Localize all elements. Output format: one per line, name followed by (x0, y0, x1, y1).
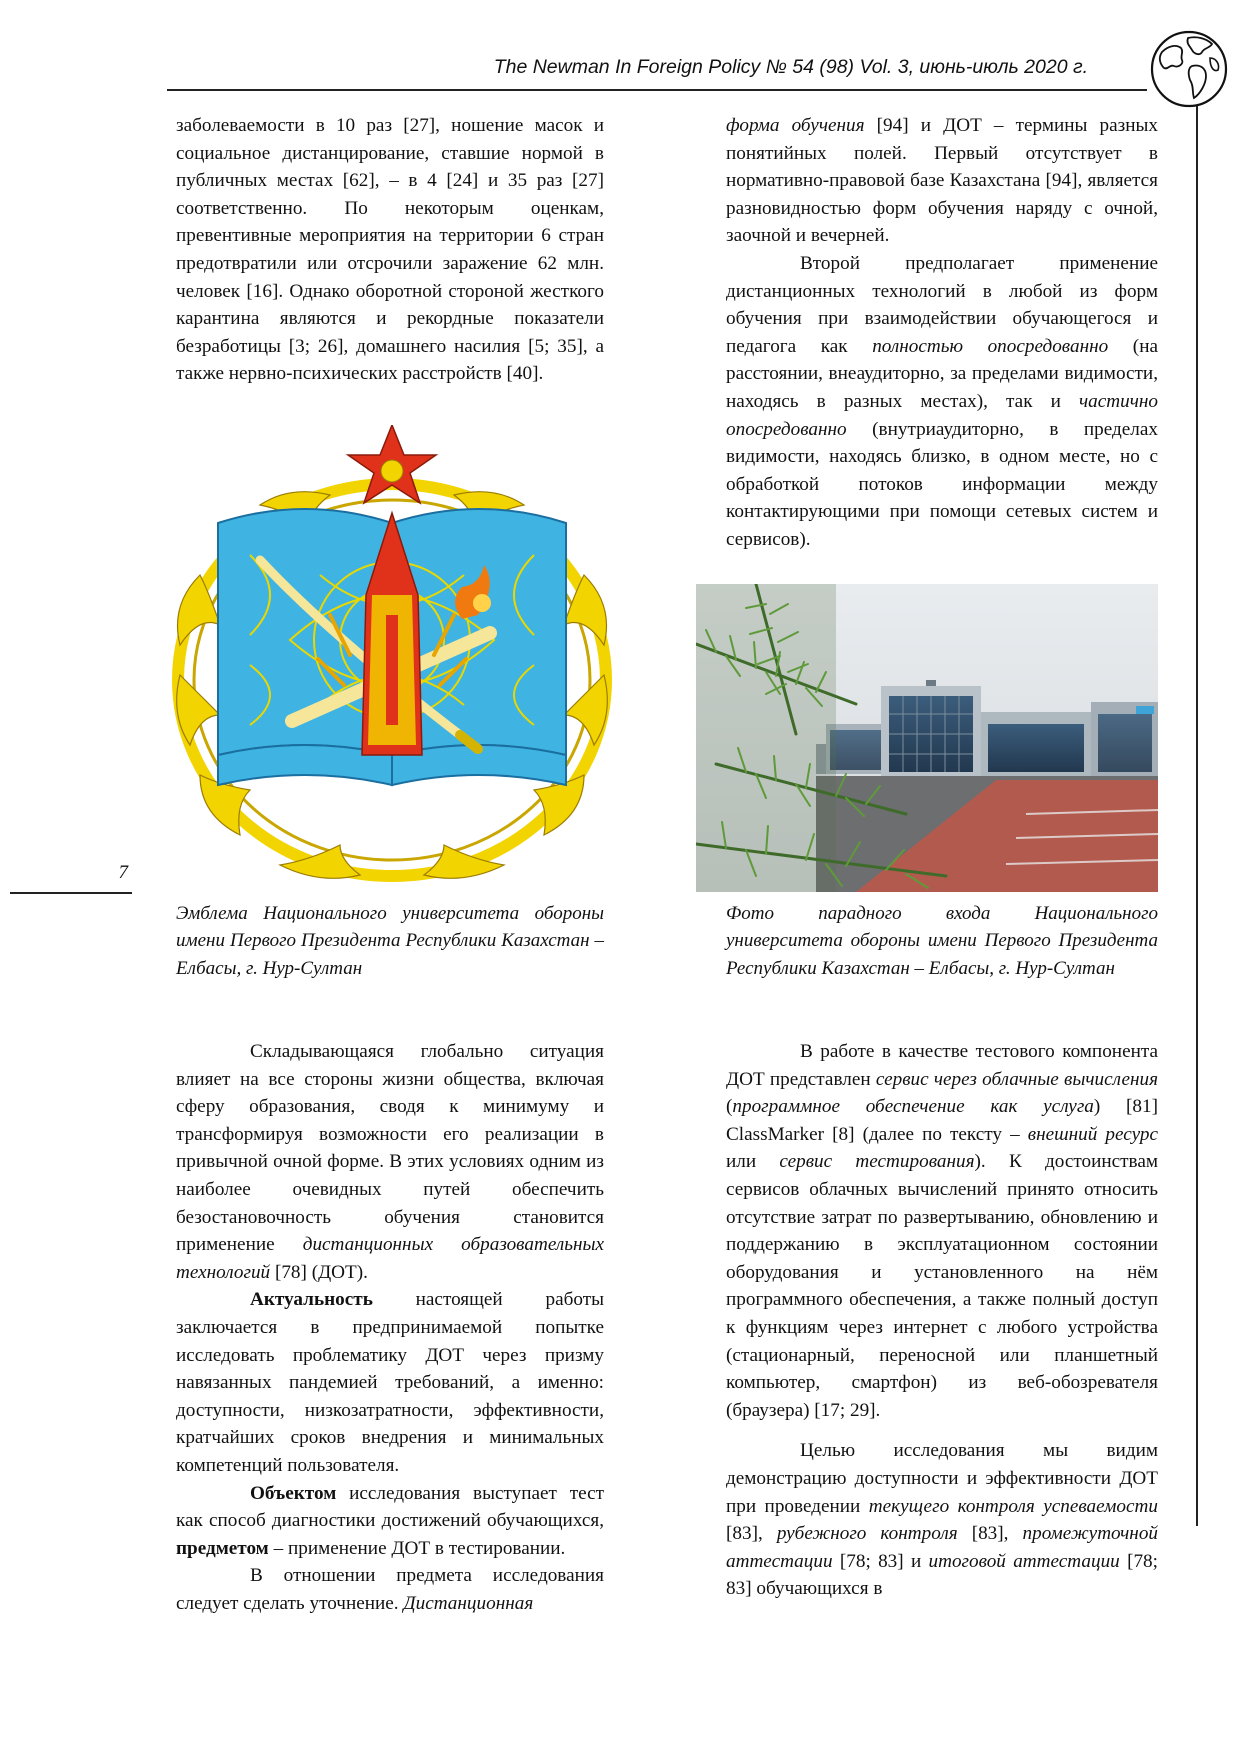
left-intro-block (176, 112, 604, 388)
page-number-rule (10, 892, 132, 894)
page-number: 7 (118, 862, 128, 883)
paragraph-object: Объектом исследования выступает тест как способ диагностики достижений обучающихся, предметом – применение ДОТ в тестировании. (176, 1482, 604, 1559)
right-main-block (726, 1038, 1158, 1603)
header-rule (167, 89, 1147, 91)
paragraph-relevance: Актуальность настоящей работы заключается в предпринимаемой попытке исследовать проблематику ДОТ через призму навязанных пандемией требований, а именно: доступности, низкозатратности, эффективности, кратчайших сроков внедрения и минимальных компетенций пользователя. (176, 1289, 604, 1476)
building-photo (696, 584, 1158, 892)
side-rule (1196, 102, 1198, 1526)
intro-paragraph: заболеваемости в 10 раз [27], ношение масок и социальное дистанцирование, ставшие нормой в публичных местах [62], – в 4 [24] и 35 раз [27] соответственно. По некоторым оценкам, превентивные мероприятия на территории 6 стран предотвратили или отсрочили заражение 62 млн. человек [16]. Однако оборотной стороной жесткого карантина являются и рекордные показатели безработицы [3; 26], домашнего насилия [5; 35], а также нервно-психических расстройств [40]. (176, 115, 604, 385)
globe-icon (1148, 28, 1230, 110)
page-number-block (10, 862, 132, 894)
paragraph-dot-definition: Второй предполагает применение дистанционных технологий в любой из форм обучения при взаимодействии обучающегося и педагога как полностью опосредованно (на расстоянии, внеаудиторно, за пределами видимости, находясь в разных местах), так и частично опосредованно (внутриаудиторно, в пределах видимости, находясь близко, в одном месте, но с обработкой потоков информации между контактирующими при помощи сетевых систем и сервисов). (726, 252, 1158, 550)
paragraph-goal: Целью исследования мы видим демонстрацию доступности и эффективности ДОТ при проведении текущего контроля успеваемости [83], рубежного контроля [83], промежуточной аттестации [78; 83] и итоговой аттестации [78; 83] обучающихся в (726, 1440, 1159, 1600)
paragraph-test-component: В работе в качестве тестового компонента ДОТ представлен сервис через облачные вычисления (программное обеспечение как услуга) [81] ClassMarker [8] (далее по тексту – внешний ресурс или сервис тестирования). К достоинствам сервисов облачных вычислений принято относить отсутствие затрат по развертыванию, обновлению и поддержанию в эксплуатационном состоянии оборудования и установленного на нём программного обеспечения, а также полный доступ к функциям через интернет с любого устройства (стационарный, переносной или планшетный компьютер, смартфон) из веб-обозревателя (браузера) [17; 29]. (726, 1041, 1158, 1421)
left-main-block (176, 1038, 604, 1617)
university-emblem (160, 425, 624, 885)
paragraph-situation: Складывающаяся глобально ситуация влияет на все стороны жизни общества, включая сферу образования, сводя к минимуму и трансформируя возможности его реализации в привычной очной форме. В этих условиях одним из наиболее очевидных путей обеспечить безостановочность обучения становится применение дистанционных образовательных технологий [78] (ДОТ). (176, 1041, 604, 1283)
emblem-caption: Эмблема Национального университета обороны имени Первого Президента Республики Казахстан – Елбасы, г. Нур-Султан (176, 903, 604, 979)
right-top-block (726, 112, 1158, 554)
photo-caption: Фото парадного входа Национального университета обороны имени Первого Президента Республики Казахстан – Елбасы, г. Нур-Султан (726, 903, 1158, 979)
paragraph-subject: В отношении предмета исследования следует сделать уточнение. Дистанционная (176, 1565, 604, 1614)
paragraph-form-of-education: форма обучения [94] и ДОТ – термины разных понятийных полей. Первый отсутствует в нормативно-правовой базе Казахстана [94], является разновидностью форм обучения наряду с очной, заочной и вечерней. (726, 115, 1158, 247)
journal-header-title: The Newman In Foreign Policy № 54 (98) Vol. 3, июнь-июль 2020 г. (493, 56, 1088, 78)
